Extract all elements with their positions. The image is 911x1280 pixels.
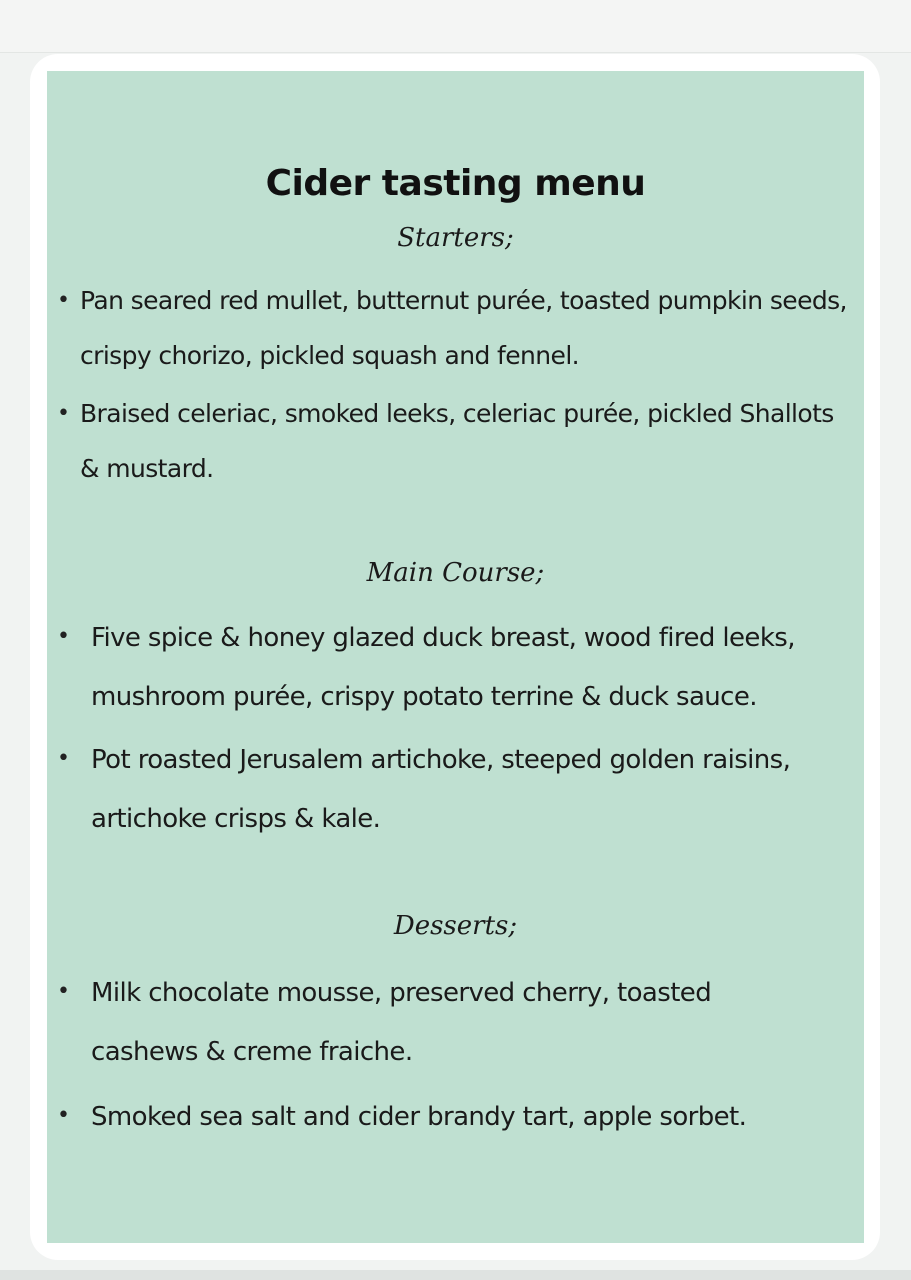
menu-item-main-1: Five spice & honey glazed duck breast, wood fired leeks, mushroom purée, crispy potato terrine & duck sauce. — [91, 623, 795, 712]
bullet-icon: • — [57, 288, 70, 313]
menu-title: Cider tasting menu — [265, 163, 646, 204]
section-heading-starters: Starters; — [397, 223, 514, 253]
menu-item-main-2: Pot roasted Jerusalem artichoke, steeped golden raisins, artichoke crisps & kale. — [91, 745, 791, 834]
section-heading-main-course: Main Course; — [366, 558, 545, 588]
top-edge — [0, 0, 911, 53]
menu-panel — [47, 71, 864, 1243]
menu-item-dessert-2: Smoked sea salt and cider brandy tart, apple sorbet. — [91, 1102, 747, 1132]
bullet-icon: • — [57, 979, 70, 1004]
bullet-icon: • — [57, 624, 70, 649]
bullet-icon: • — [57, 1103, 70, 1128]
menu-item-dessert-1: Milk chocolate mousse, preserved cherry, toasted cashews & creme fraiche. — [91, 978, 712, 1067]
section-heading-desserts: Desserts; — [393, 911, 518, 941]
bullet-icon: • — [57, 401, 70, 426]
bottom-edge — [0, 1270, 911, 1280]
bullet-icon: • — [57, 746, 70, 771]
menu-item-starter-2: Braised celeriac, smoked leeks, celeriac purée, pickled Shallots & mustard. — [80, 399, 834, 483]
menu-item-starter-1: Pan seared red mullet, butternut purée, toasted pumpkin seeds, crispy chorizo, pickled squash and fennel. — [80, 286, 847, 370]
